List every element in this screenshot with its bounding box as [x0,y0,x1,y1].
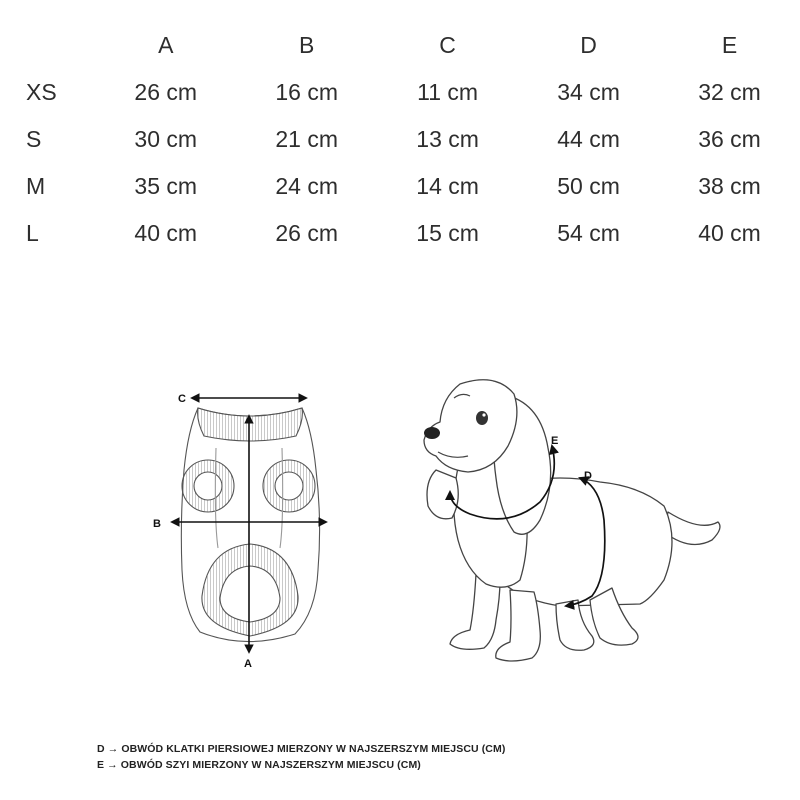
legend-line-d: D → OBWÓD KLATKI PIERSIOWEJ MIERZONY W NAJSZERSZYM MIEJSCU (CM) [97,743,506,755]
table-cell: 30 cm [134,126,198,152]
table-cell: 36 cm [698,126,761,152]
column-header-b: B [299,32,315,58]
table-cell: 11 cm [417,79,479,105]
table-cell: 54 cm [557,220,620,246]
table-cell: 50 cm [557,173,620,199]
label-d: D [584,470,592,482]
dog-nose [424,427,440,439]
table-cell: 24 cm [275,173,338,199]
dog-eye [476,411,488,425]
column-header-a: A [158,32,174,58]
table-cell: 26 cm [275,220,338,246]
legend-line-e: E → OBWÓD SZYI MIERZONY W NAJSZERSZYM MIEJSCU (CM) [97,759,421,771]
label-e: E [551,435,559,447]
row-size-label: M [26,173,46,199]
column-header-d: D [580,32,597,58]
table-cell: 34 cm [557,79,620,105]
table-cell: 14 cm [416,173,479,199]
table-cell: 13 cm [416,126,479,152]
table-cell: 21 cm [275,126,338,152]
column-header-c: C [439,32,456,58]
label-c: C [178,393,186,405]
table-cell: 35 cm [134,173,198,199]
table-cell: 44 cm [557,126,620,152]
row-size-label: S [26,126,42,152]
measurement-legend [97,741,505,773]
dog-front-leg-right [496,590,541,661]
garment-illustration [181,408,319,642]
table-cell: 26 cm [134,79,198,105]
garment-arrows [172,398,326,652]
table-cell: 16 cm [275,79,338,105]
row-size-label: XS [26,79,57,105]
table-cell: 40 cm [698,220,761,246]
label-b: B [153,518,161,530]
column-header-e: E [721,32,738,58]
table-cell: 32 cm [698,79,761,105]
table-cell: 38 cm [698,173,761,199]
label-a: A [244,658,252,670]
row-size-label: L [26,220,39,246]
table-cell: 40 cm [134,220,198,246]
dog-illustration [424,380,720,661]
table-cell: 15 cm [416,220,479,246]
garment-collar [198,408,303,441]
